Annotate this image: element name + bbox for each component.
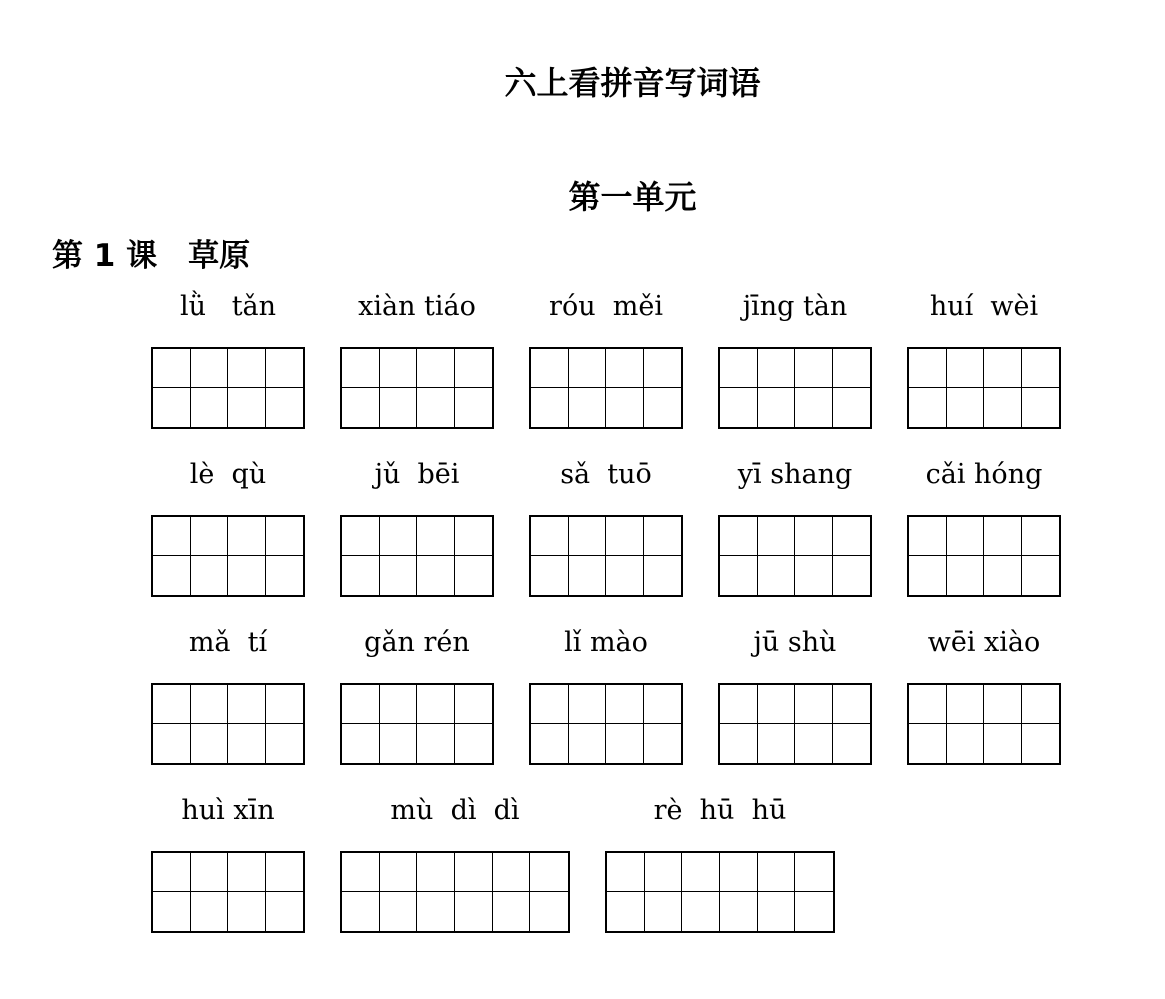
grid-cell[interactable] bbox=[380, 349, 418, 388]
writing-grid[interactable] bbox=[907, 683, 1061, 765]
grid-cell[interactable] bbox=[909, 388, 947, 427]
grid-cell[interactable] bbox=[833, 388, 871, 427]
grid-cell[interactable] bbox=[909, 349, 947, 388]
grid-cell[interactable] bbox=[455, 517, 493, 556]
grid-cell[interactable] bbox=[606, 349, 644, 388]
grid-cell[interactable] bbox=[417, 724, 455, 763]
grid-cell[interactable] bbox=[417, 685, 455, 724]
grid-cell[interactable] bbox=[758, 517, 796, 556]
pinyin-label: lǐ mào bbox=[564, 627, 648, 658]
grid-cell[interactable] bbox=[720, 349, 758, 388]
grid-cell[interactable] bbox=[720, 724, 758, 763]
grid-cell[interactable] bbox=[342, 556, 380, 595]
grid-cell[interactable] bbox=[947, 724, 985, 763]
grid-cell[interactable] bbox=[153, 349, 191, 388]
grid-cell[interactable] bbox=[795, 388, 833, 427]
writing-grid[interactable] bbox=[907, 347, 1061, 429]
writing-grid[interactable] bbox=[340, 851, 570, 933]
grid-cell[interactable] bbox=[644, 685, 682, 724]
grid-cell[interactable] bbox=[833, 517, 871, 556]
writing-grid[interactable] bbox=[718, 347, 872, 429]
grid-cell[interactable] bbox=[720, 388, 758, 427]
grid-cell[interactable] bbox=[153, 556, 191, 595]
writing-grid[interactable] bbox=[529, 515, 683, 597]
grid-cell[interactable] bbox=[795, 556, 833, 595]
grid-cell[interactable] bbox=[153, 853, 191, 892]
grid-cell[interactable] bbox=[947, 517, 985, 556]
grid-cell[interactable] bbox=[1022, 388, 1060, 427]
grid-cell[interactable] bbox=[342, 853, 380, 892]
pinyin-label: xiàn tiáo bbox=[358, 291, 476, 322]
grid-cell[interactable] bbox=[1022, 517, 1060, 556]
grid-cell[interactable] bbox=[984, 349, 1022, 388]
grid-cell[interactable] bbox=[795, 517, 833, 556]
grid-cell[interactable] bbox=[455, 388, 493, 427]
grid-cell[interactable] bbox=[682, 892, 720, 931]
grid-cell[interactable] bbox=[645, 892, 683, 931]
grid-cell[interactable] bbox=[569, 349, 607, 388]
grid-cell[interactable] bbox=[795, 892, 833, 931]
pinyin-label: gǎn rén bbox=[364, 627, 470, 658]
grid-cell[interactable] bbox=[947, 556, 985, 595]
grid-cell[interactable] bbox=[228, 388, 266, 427]
grid-cell[interactable] bbox=[417, 556, 455, 595]
grid-cell[interactable] bbox=[947, 388, 985, 427]
grid-cell[interactable] bbox=[228, 349, 266, 388]
pinyin-label: huì xīn bbox=[181, 795, 275, 826]
grid-cell[interactable] bbox=[191, 685, 229, 724]
grid-cell[interactable] bbox=[417, 388, 455, 427]
grid-cell[interactable] bbox=[191, 724, 229, 763]
grid-cell[interactable] bbox=[266, 685, 304, 724]
grid-cell[interactable] bbox=[380, 892, 418, 931]
grid-cell[interactable] bbox=[909, 685, 947, 724]
grid-cell[interactable] bbox=[342, 349, 380, 388]
grid-cell[interactable] bbox=[1022, 685, 1060, 724]
grid-cell[interactable] bbox=[531, 556, 569, 595]
grid-cell[interactable] bbox=[530, 853, 568, 892]
writing-grid[interactable] bbox=[151, 683, 305, 765]
grid-cell[interactable] bbox=[228, 685, 266, 724]
pinyin-label: lǜ tǎn bbox=[179, 291, 277, 322]
grid-cell[interactable] bbox=[228, 853, 266, 892]
grid-cell[interactable] bbox=[720, 892, 758, 931]
grid-cell[interactable] bbox=[758, 349, 796, 388]
grid-cell[interactable] bbox=[606, 724, 644, 763]
pinyin-label: jīng tàn bbox=[742, 291, 848, 322]
grid-cell[interactable] bbox=[417, 517, 455, 556]
grid-cell[interactable] bbox=[909, 556, 947, 595]
grid-cell[interactable] bbox=[417, 349, 455, 388]
writing-grid[interactable] bbox=[529, 347, 683, 429]
grid-cell[interactable] bbox=[909, 517, 947, 556]
grid-cell[interactable] bbox=[833, 724, 871, 763]
grid-cell[interactable] bbox=[607, 853, 645, 892]
writing-grid[interactable] bbox=[718, 683, 872, 765]
grid-cell[interactable] bbox=[455, 349, 493, 388]
writing-grid[interactable] bbox=[605, 851, 835, 933]
grid-cell[interactable] bbox=[266, 892, 304, 931]
grid-cell[interactable] bbox=[531, 349, 569, 388]
grid-cell[interactable] bbox=[228, 517, 266, 556]
pinyin-label: mǎ tí bbox=[188, 627, 268, 658]
grid-cell[interactable] bbox=[342, 517, 380, 556]
grid-cell[interactable] bbox=[909, 724, 947, 763]
grid-cell[interactable] bbox=[455, 892, 493, 931]
grid-cell[interactable] bbox=[417, 892, 455, 931]
grid-cell[interactable] bbox=[417, 853, 455, 892]
grid-cell[interactable] bbox=[530, 892, 568, 931]
unit-heading: 第一单元 bbox=[568, 178, 697, 216]
grid-cell[interactable] bbox=[1022, 349, 1060, 388]
grid-cell[interactable] bbox=[644, 556, 682, 595]
grid-cell[interactable] bbox=[342, 685, 380, 724]
writing-grid[interactable] bbox=[340, 683, 494, 765]
grid-cell[interactable] bbox=[342, 388, 380, 427]
grid-cell[interactable] bbox=[682, 853, 720, 892]
grid-cell[interactable] bbox=[569, 517, 607, 556]
grid-cell[interactable] bbox=[833, 685, 871, 724]
grid-cell[interactable] bbox=[191, 349, 229, 388]
grid-cell[interactable] bbox=[644, 388, 682, 427]
grid-cell[interactable] bbox=[569, 556, 607, 595]
grid-cell[interactable] bbox=[228, 556, 266, 595]
pinyin-label: lè qù bbox=[189, 459, 267, 490]
grid-cell[interactable] bbox=[720, 556, 758, 595]
writing-grid[interactable] bbox=[151, 347, 305, 429]
grid-cell[interactable] bbox=[455, 685, 493, 724]
grid-cell[interactable] bbox=[455, 853, 493, 892]
grid-cell[interactable] bbox=[947, 685, 985, 724]
grid-cell[interactable] bbox=[569, 685, 607, 724]
grid-cell[interactable] bbox=[342, 724, 380, 763]
grid-cell[interactable] bbox=[720, 853, 758, 892]
grid-cell[interactable] bbox=[984, 556, 1022, 595]
grid-cell[interactable] bbox=[266, 556, 304, 595]
grid-cell[interactable] bbox=[720, 685, 758, 724]
grid-cell[interactable] bbox=[380, 556, 418, 595]
writing-grid[interactable] bbox=[151, 515, 305, 597]
grid-cell[interactable] bbox=[153, 685, 191, 724]
writing-grid[interactable] bbox=[151, 851, 305, 933]
grid-cell[interactable] bbox=[758, 556, 796, 595]
pinyin-label: jū shù bbox=[753, 627, 837, 658]
grid-cell[interactable] bbox=[569, 388, 607, 427]
grid-cell[interactable] bbox=[795, 685, 833, 724]
grid-cell[interactable] bbox=[645, 853, 683, 892]
grid-cell[interactable] bbox=[644, 724, 682, 763]
grid-cell[interactable] bbox=[266, 724, 304, 763]
grid-cell[interactable] bbox=[644, 517, 682, 556]
page-title: 六上看拼音写词语 bbox=[504, 64, 761, 102]
grid-cell[interactable] bbox=[644, 349, 682, 388]
pinyin-label: cǎi hóng bbox=[925, 459, 1043, 490]
grid-cell[interactable] bbox=[380, 685, 418, 724]
writing-grid[interactable] bbox=[529, 683, 683, 765]
grid-cell[interactable] bbox=[1022, 556, 1060, 595]
grid-cell[interactable] bbox=[266, 853, 304, 892]
grid-cell[interactable] bbox=[228, 724, 266, 763]
grid-cell[interactable] bbox=[758, 892, 796, 931]
grid-cell[interactable] bbox=[833, 349, 871, 388]
grid-cell[interactable] bbox=[153, 892, 191, 931]
pinyin-label: jǔ bēi bbox=[374, 459, 460, 490]
grid-cell[interactable] bbox=[720, 517, 758, 556]
grid-cell[interactable] bbox=[795, 853, 833, 892]
grid-cell[interactable] bbox=[758, 685, 796, 724]
grid-cell[interactable] bbox=[191, 388, 229, 427]
pinyin-label: sǎ tuō bbox=[560, 459, 652, 490]
grid-cell[interactable] bbox=[191, 892, 229, 931]
grid-cell[interactable] bbox=[606, 685, 644, 724]
grid-cell[interactable] bbox=[153, 517, 191, 556]
pinyin-label: huí wèi bbox=[929, 291, 1039, 322]
grid-cell[interactable] bbox=[984, 685, 1022, 724]
grid-cell[interactable] bbox=[569, 724, 607, 763]
grid-cell[interactable] bbox=[984, 388, 1022, 427]
pinyin-label: rè hū hū bbox=[653, 795, 787, 826]
grid-cell[interactable] bbox=[153, 388, 191, 427]
grid-cell[interactable] bbox=[380, 853, 418, 892]
grid-cell[interactable] bbox=[606, 517, 644, 556]
grid-cell[interactable] bbox=[266, 517, 304, 556]
grid-cell[interactable] bbox=[342, 892, 380, 931]
grid-cell[interactable] bbox=[607, 892, 645, 931]
grid-cell[interactable] bbox=[266, 349, 304, 388]
grid-cell[interactable] bbox=[531, 388, 569, 427]
grid-cell[interactable] bbox=[984, 517, 1022, 556]
grid-cell[interactable] bbox=[380, 388, 418, 427]
grid-cell[interactable] bbox=[228, 892, 266, 931]
grid-cell[interactable] bbox=[531, 685, 569, 724]
grid-cell[interactable] bbox=[153, 724, 191, 763]
grid-cell[interactable] bbox=[191, 517, 229, 556]
grid-cell[interactable] bbox=[795, 724, 833, 763]
grid-cell[interactable] bbox=[455, 556, 493, 595]
grid-cell[interactable] bbox=[1022, 724, 1060, 763]
grid-cell[interactable] bbox=[984, 724, 1022, 763]
grid-cell[interactable] bbox=[758, 388, 796, 427]
writing-grid[interactable] bbox=[718, 515, 872, 597]
grid-cell[interactable] bbox=[493, 892, 531, 931]
writing-grid[interactable] bbox=[340, 347, 494, 429]
grid-cell[interactable] bbox=[606, 556, 644, 595]
grid-cell[interactable] bbox=[266, 388, 304, 427]
pinyin-label: mù dì dì bbox=[390, 795, 520, 826]
grid-cell[interactable] bbox=[531, 517, 569, 556]
grid-cell[interactable] bbox=[758, 724, 796, 763]
writing-grid[interactable] bbox=[907, 515, 1061, 597]
grid-cell[interactable] bbox=[380, 517, 418, 556]
pinyin-label: yī shang bbox=[737, 459, 853, 490]
grid-cell[interactable] bbox=[191, 853, 229, 892]
grid-cell[interactable] bbox=[531, 724, 569, 763]
grid-cell[interactable] bbox=[833, 556, 871, 595]
grid-cell[interactable] bbox=[455, 724, 493, 763]
lesson-heading: 第 1 课 草原 bbox=[52, 238, 251, 274]
grid-cell[interactable] bbox=[493, 853, 531, 892]
grid-cell[interactable] bbox=[758, 853, 796, 892]
grid-cell[interactable] bbox=[606, 388, 644, 427]
grid-cell[interactable] bbox=[191, 556, 229, 595]
writing-grid[interactable] bbox=[340, 515, 494, 597]
grid-cell[interactable] bbox=[380, 724, 418, 763]
grid-cell[interactable] bbox=[947, 349, 985, 388]
pinyin-label: wēi xiào bbox=[927, 627, 1041, 658]
grid-cell[interactable] bbox=[795, 349, 833, 388]
pinyin-label: róu měi bbox=[549, 291, 663, 322]
